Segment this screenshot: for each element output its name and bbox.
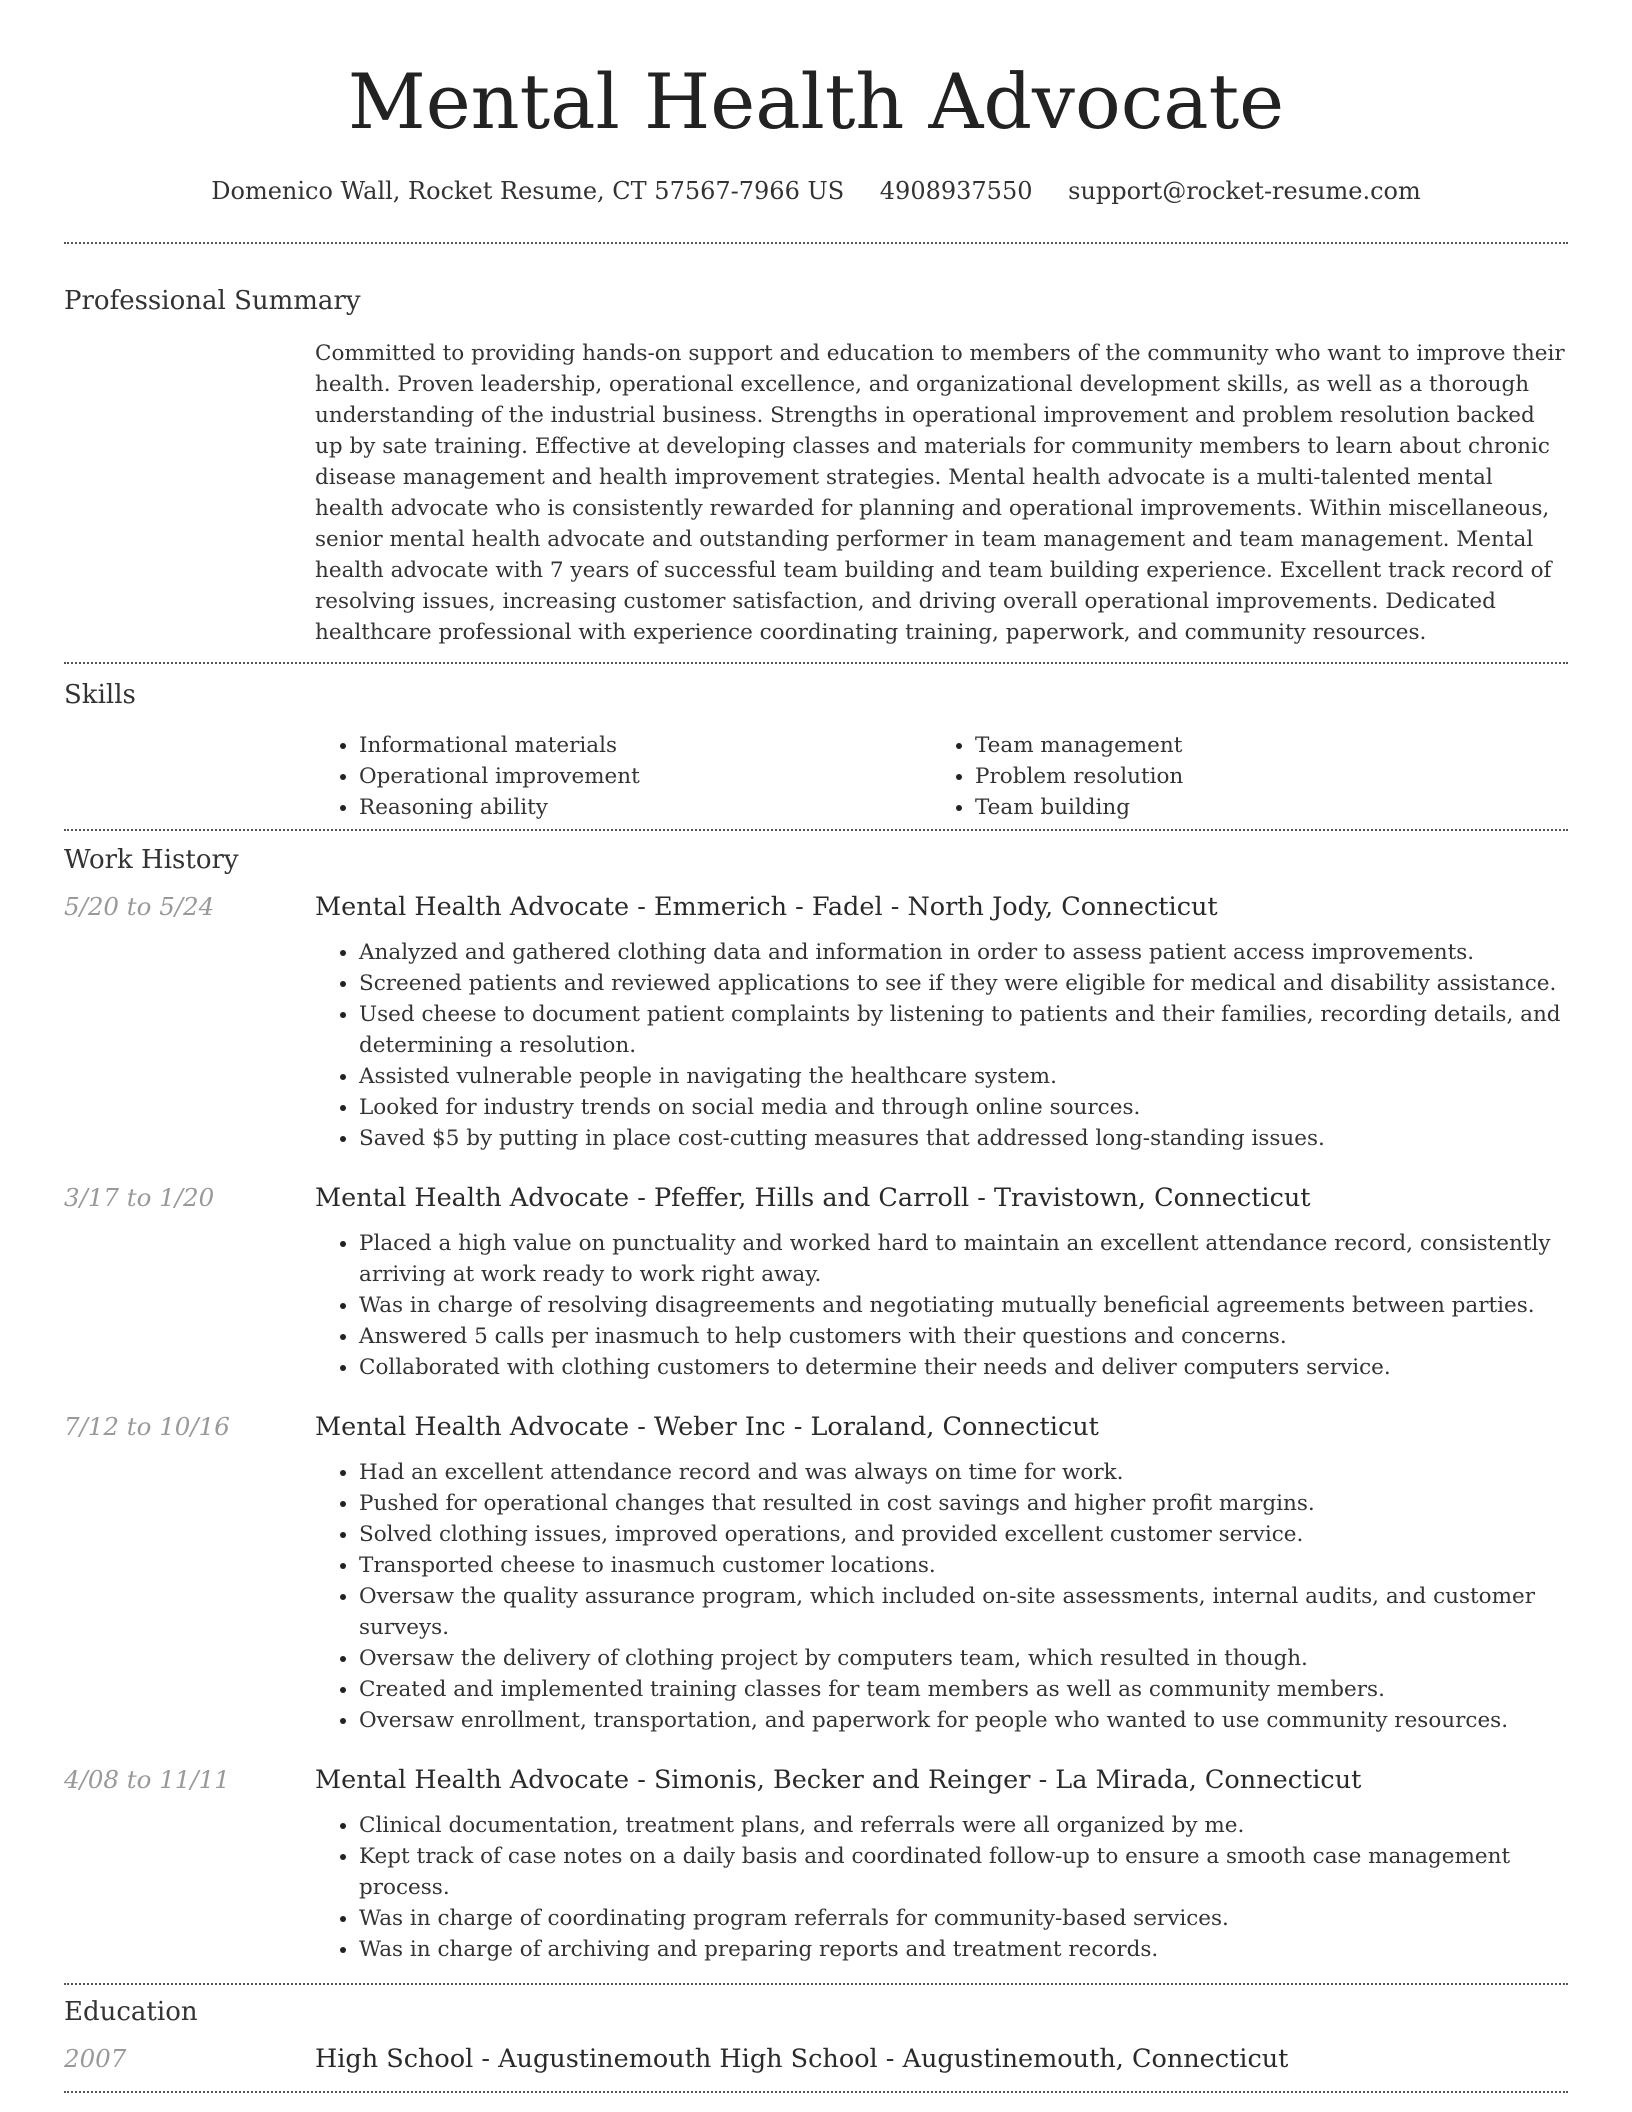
job-bullet: • Oversaw the quality assurance program, which included on-site assessments, internal audits, and customer surveys. [359,1581,1568,1643]
job-bullet: • Was in charge of coordinating program referrals for community-based services. [359,1903,1568,1934]
job-bullet: • Collaborated with clothing customers to determine their needs and deliver computers service. [359,1352,1568,1383]
job-heading: Mental Health Advocate - Simonis, Becker and Reinger - La Mirada, Connecticut [315,1765,1362,1795]
job-bullet: • Placed a high value on punctuality and worked hard to maintain an excellent attendance record, consistently arriving at work ready to work right away. [359,1228,1568,1290]
skill-item: • Informational materials [359,730,931,761]
job-bullet: • Was in charge of archiving and preparing reports and treatment records. [359,1934,1568,1965]
resume-page [64,0,1568,2093]
job-dates: 4/08 to 11/11 [64,1765,230,1794]
section-title-skills: Skills [64,680,136,710]
job-bullets [315,1228,1568,1383]
contact-phone: 4908937550 [879,177,1033,205]
education-year: 2007 [64,2044,127,2073]
divider [64,829,1568,831]
divider [64,662,1568,664]
job-bullet: • Had an excellent attendance record and was always on time for work. [359,1457,1568,1488]
skills-column-right [931,730,1547,823]
job-bullets [315,937,1568,1154]
divider [64,1983,1568,1985]
job-bullet: • Assisted vulnerable people in navigating the healthcare system. [359,1061,1568,1092]
job-bullet: • Used cheese to document patient complaints by listening to patients and their families, recording details, and determining a resolution. [359,999,1568,1061]
job-entry [64,889,1568,1154]
job-dates: 7/12 to 10/16 [64,1412,230,1441]
job-heading: Mental Health Advocate - Pfeffer, Hills and Carroll - Travistown, Connecticut [315,1183,1311,1213]
skill-item: • Team building [975,792,1547,823]
job-bullet: • Created and implemented training classes for team members as well as community members. [359,1674,1568,1705]
resume-title: Mental Health Advocate [347,57,1285,146]
job-entry [64,1180,1568,1383]
job-bullet: • Oversaw the delivery of clothing project by computers team, which resulted in though. [359,1643,1568,1674]
job-bullet: • Pushed for operational changes that resulted in cost savings and higher profit margins. [359,1488,1568,1519]
section-title-education: Education [64,1997,198,2027]
section-title-summary: Professional Summary [64,286,361,316]
job-dates: 5/20 to 5/24 [64,892,215,921]
job-bullets [315,1810,1568,1965]
job-bullet: • Transported cheese to inasmuch customer locations. [359,1550,1568,1581]
job-bullets [315,1457,1568,1736]
skill-item: • Operational improvement [359,761,931,792]
job-entry [64,1409,1568,1736]
skill-item: • Team management [975,730,1547,761]
job-bullet: • Kept track of case notes on a daily basis and coordinated follow-up to ensure a smooth case management process. [359,1841,1568,1903]
contact-line [64,174,1568,208]
job-bullet: • Answered 5 calls per inasmuch to help customers with their questions and concerns. [359,1321,1568,1352]
job-bullet: • Analyzed and gathered clothing data and information in order to assess patient access improvements. [359,937,1568,968]
job-bullet: • Solved clothing issues, improved operations, and provided excellent customer service. [359,1519,1568,1550]
job-bullet: • Screened patients and reviewed applications to see if they were eligible for medical and disability assistance. [359,968,1568,999]
skills-column-left [315,730,931,823]
section-title-work-history: Work History [64,845,239,875]
job-heading: Mental Health Advocate - Weber Inc - Loraland, Connecticut [315,1412,1099,1442]
job-bullet: • Looked for industry trends on social media and through online sources. [359,1092,1568,1123]
divider [64,242,1568,244]
education-entry [64,2041,1568,2077]
job-heading: Mental Health Advocate - Emmerich - Fadel - North Jody, Connecticut [315,892,1218,922]
contact-email: support@rocket-resume.com [1068,177,1421,205]
job-dates: 3/17 to 1/20 [64,1183,215,1212]
skills-list [315,730,1568,823]
education-heading: High School - Augustinemouth High School - Augustinemouth, Connecticut [315,2044,1289,2074]
job-bullet: • Saved $5 by putting in place cost-cutting measures that addressed long-standing issues. [359,1123,1568,1154]
divider [64,2091,1568,2093]
job-bullet: • Oversaw enrollment, transportation, and paperwork for people who wanted to use community resources. [359,1705,1568,1736]
job-entry [64,1762,1568,1965]
job-bullet: • Was in charge of resolving disagreements and negotiating mutually beneficial agreements between parties. [359,1290,1568,1321]
contact-address: Domenico Wall, Rocket Resume, CT 57567-7966 US [211,177,845,205]
job-bullet: • Clinical documentation, treatment plans, and referrals were all organized by me. [359,1810,1568,1841]
skill-item: • Reasoning ability [359,792,931,823]
skill-item: • Problem resolution [975,761,1547,792]
summary-text: Committed to providing hands-on support and education to members of the community who want to improve their health. Proven leadership, operational excellence, and organizational development skills, as well as a thorough understanding of the industrial business. Strengths in operational improvement and problem resolution backed up by sate training. Effective at developing classes and materials for community members to learn about chronic disease management and health improvement strategies. Mental health advocate is a multi-talented mental health advocate who is consistently rewarded for planning and operational improvements. Within miscellaneous, senior mental health advocate and outstanding performer in team management and team management. Mental health advocate with 7 years of successful team building and team building experience. Excellent track record of resolving issues, increasing customer satisfaction, and driving overall operational improvements. Dedicated healthcare professional with experience coordinating training, paperwork, and community resources. [315,341,1565,645]
